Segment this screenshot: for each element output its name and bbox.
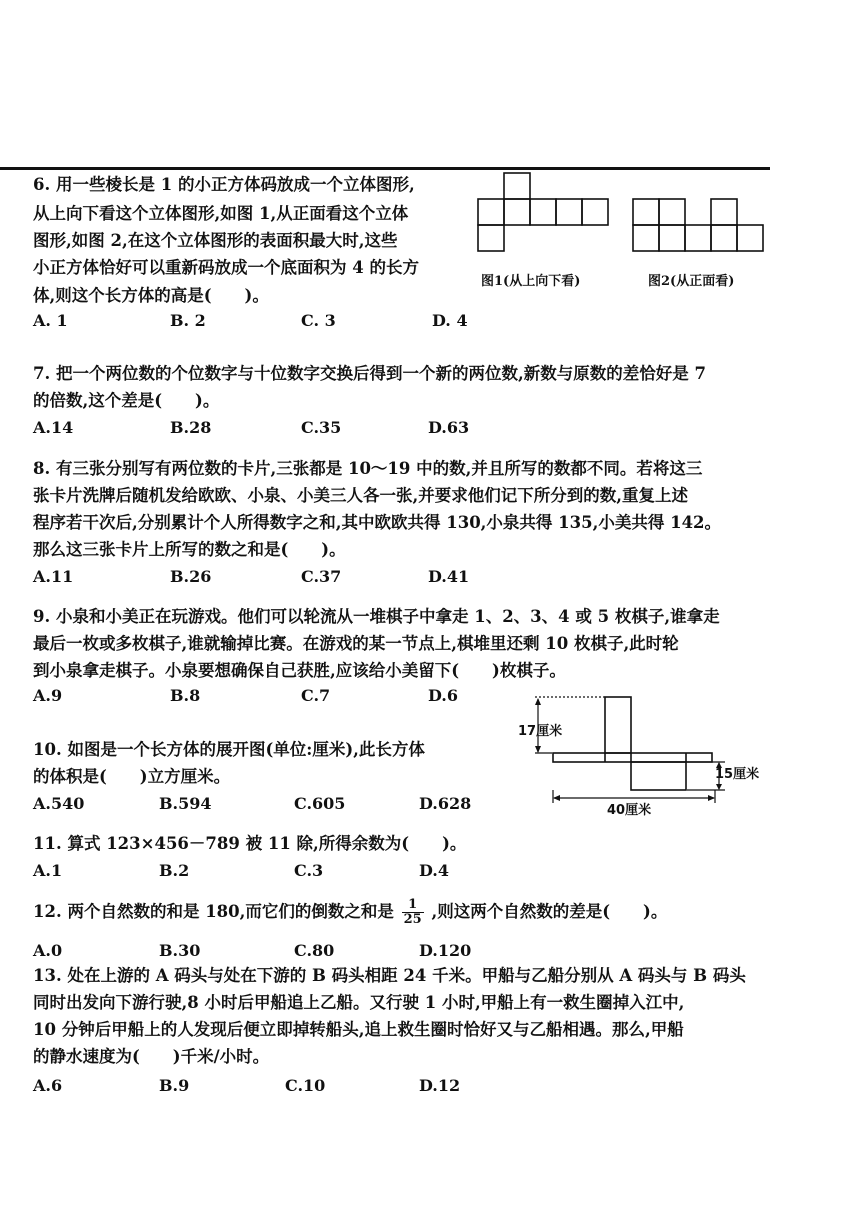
q9-line-1: 9. 小泉和小美正在玩游戏。他们可以轮流从一堆棋子中拿走 1、2、3、4 或 5 枚棋子,谁拿走: [33, 607, 720, 626]
q10-arrow-up-icon: [535, 698, 541, 705]
q13-option-a[interactable]: A.6: [33, 1076, 63, 1095]
q10-line-1: 10. 如图是一个长方体的展开图(单位:厘米),此长方体: [33, 740, 425, 759]
q6-line-4: 小正方体恰好可以重新码放成一个底面积为 4 的长方: [33, 258, 419, 277]
fig2-cube: [633, 199, 659, 225]
q7-line-2: 的倍数,这个差是( )。: [33, 391, 220, 410]
q8-option-a[interactable]: A.11: [33, 567, 74, 586]
q13-line-1: 13. 处在上游的 A 码头与处在下游的 B 码头相距 24 千米。甲船与乙船分别从 A 码头与 B 码头: [33, 966, 746, 985]
q12-fraction-denominator: 25: [403, 912, 422, 927]
q6-figure-2-caption: 图2(从正面看): [648, 274, 735, 289]
q10-label-17: 17厘米: [518, 724, 563, 739]
fig2-cube: [737, 225, 763, 251]
q8-option-b[interactable]: B.26: [170, 567, 212, 586]
q10-arrow-down-icon: [716, 784, 722, 790]
q7-option-c[interactable]: C.35: [301, 418, 342, 437]
q8-line-1: 8. 有三张分别写有两位数的卡片,三张都是 10～19 中的数,并且所写的数都不同。若将这三: [33, 459, 703, 478]
q10-net-bottom-face: [631, 762, 686, 790]
q12-option-a[interactable]: A.0: [33, 941, 63, 960]
q7-option-a[interactable]: A.14: [33, 418, 74, 437]
q10-option-c[interactable]: C.605: [294, 794, 346, 813]
q6-line-3: 图形,如图 2,在这个立体图形的表面积最大时,这些: [33, 231, 398, 250]
q13-option-b[interactable]: B.9: [159, 1076, 190, 1095]
fig1-cube: [478, 199, 504, 225]
q12-fraction-numerator: 1: [402, 898, 424, 913]
q10-arrow-left-icon: [553, 795, 560, 801]
q8-option-d[interactable]: D.41: [428, 567, 470, 586]
fig1-cube: [556, 199, 582, 225]
q6-figure-2-front-view: [629, 195, 769, 255]
fig1-cube: [504, 199, 530, 225]
q6-option-d[interactable]: D. 4: [432, 311, 468, 330]
q6-line-5: 体,则这个长方体的高是( )。: [33, 286, 269, 305]
q13-line-3: 10 分钟后甲船上的人发现后便立即掉转船头,追上救生圈时恰好又与乙船相遇。那么,甲船: [33, 1020, 684, 1039]
q10-option-a[interactable]: A.540: [33, 794, 85, 813]
q9-option-b[interactable]: B.8: [170, 686, 201, 705]
q9-option-a[interactable]: A.9: [33, 686, 63, 705]
q7-option-b[interactable]: B.28: [170, 418, 212, 437]
q11-line: 11. 算式 123×456－789 被 11 除,所得余数为( )。: [33, 834, 467, 853]
fig2-cube: [711, 199, 737, 225]
q10-arrow-right-icon: [708, 795, 715, 801]
q7-line-1: 7. 把一个两位数的个位数字与十位数字交换后得到一个新的两位数,新数与原数的差恰好是 7: [33, 364, 706, 383]
q11-option-b[interactable]: B.2: [159, 861, 190, 880]
q10-label-40: 40厘米: [607, 803, 652, 818]
fig2-cube: [659, 225, 685, 251]
q10-arrow-down-icon: [535, 746, 541, 753]
q10-net-strip: [553, 753, 712, 762]
q11-option-d[interactable]: D.4: [419, 861, 450, 880]
q8-line-3: 程序若干次后,分别累计个人所得数字之和,其中欧欧共得 130,小泉共得 135,小美共得 142。: [33, 513, 722, 532]
q12-option-b[interactable]: B.30: [159, 941, 201, 960]
q12-line: [33, 897, 667, 927]
fig1-cube-bottom: [478, 225, 504, 251]
fig1-cube: [530, 199, 556, 225]
q9-option-c[interactable]: C.7: [301, 686, 331, 705]
q13-line-4: 的静水速度为( )千米/小时。: [33, 1047, 270, 1066]
q8-line-4: 那么这三张卡片上所写的数之和是( )。: [33, 540, 346, 559]
q11-option-a[interactable]: A.1: [33, 861, 63, 880]
fig2-cube: [633, 225, 659, 251]
fig1-cube: [582, 199, 608, 225]
q6-option-c[interactable]: C. 3: [301, 311, 336, 330]
q12-option-c[interactable]: C.80: [294, 941, 335, 960]
q10-net-diagram: [515, 690, 770, 820]
fig2-cube: [711, 225, 737, 251]
q12-text-after: ,则这两个自然数的差是( )。: [431, 902, 668, 921]
q12-fraction: [402, 898, 424, 927]
q10-line-2: 的体积是( )立方厘米。: [33, 767, 231, 786]
q7-option-d[interactable]: D.63: [428, 418, 470, 437]
q10-option-d[interactable]: D.628: [419, 794, 472, 813]
q13-line-2: 同时出发向下游行驶,8 小时后甲船追上乙船。又行驶 1 小时,甲船上有一救生圈掉入江中,: [33, 993, 685, 1012]
q10-net-top-face: [605, 697, 631, 753]
q6-line-1: 6. 用一些棱长是 1 的小正方体码放成一个立体图形,: [33, 175, 415, 194]
q6-figure-1-top-view: [474, 170, 614, 254]
q6-option-b[interactable]: B. 2: [170, 311, 206, 330]
q8-option-c[interactable]: C.37: [301, 567, 342, 586]
q6-figure-1-caption: 图1(从上向下看): [481, 274, 581, 289]
fig2-cube: [659, 199, 685, 225]
q10-option-b[interactable]: B.594: [159, 794, 212, 813]
q9-option-d[interactable]: D.6: [428, 686, 459, 705]
fig1-cube-top: [504, 173, 530, 199]
q9-line-3: 到小泉拿走棋子。小泉要想确保自己获胜,应该给小美留下( )枚棋子。: [33, 661, 566, 680]
q12-option-d[interactable]: D.120: [419, 941, 472, 960]
q13-option-c[interactable]: C.10: [285, 1076, 326, 1095]
q12-text-before: 12. 两个自然数的和是 180,而它们的倒数之和是: [33, 902, 394, 921]
q8-line-2: 张卡片洗牌后随机发给欧欧、小泉、小美三人各一张,并要求他们记下所分到的数,重复上述: [33, 486, 688, 505]
q11-option-c[interactable]: C.3: [294, 861, 324, 880]
q13-option-d[interactable]: D.12: [419, 1076, 461, 1095]
q6-line-2: 从上向下看这个立体图形,如图 1,从正面看这个立体: [33, 204, 409, 223]
q9-line-2: 最后一枚或多枚棋子,谁就输掉比赛。在游戏的某一节点上,棋堆里还剩 10 枚棋子,此时轮: [33, 634, 679, 653]
q10-label-15: 15厘米: [715, 767, 760, 782]
fig2-cube: [685, 225, 711, 251]
q6-option-a[interactable]: A. 1: [33, 311, 68, 330]
